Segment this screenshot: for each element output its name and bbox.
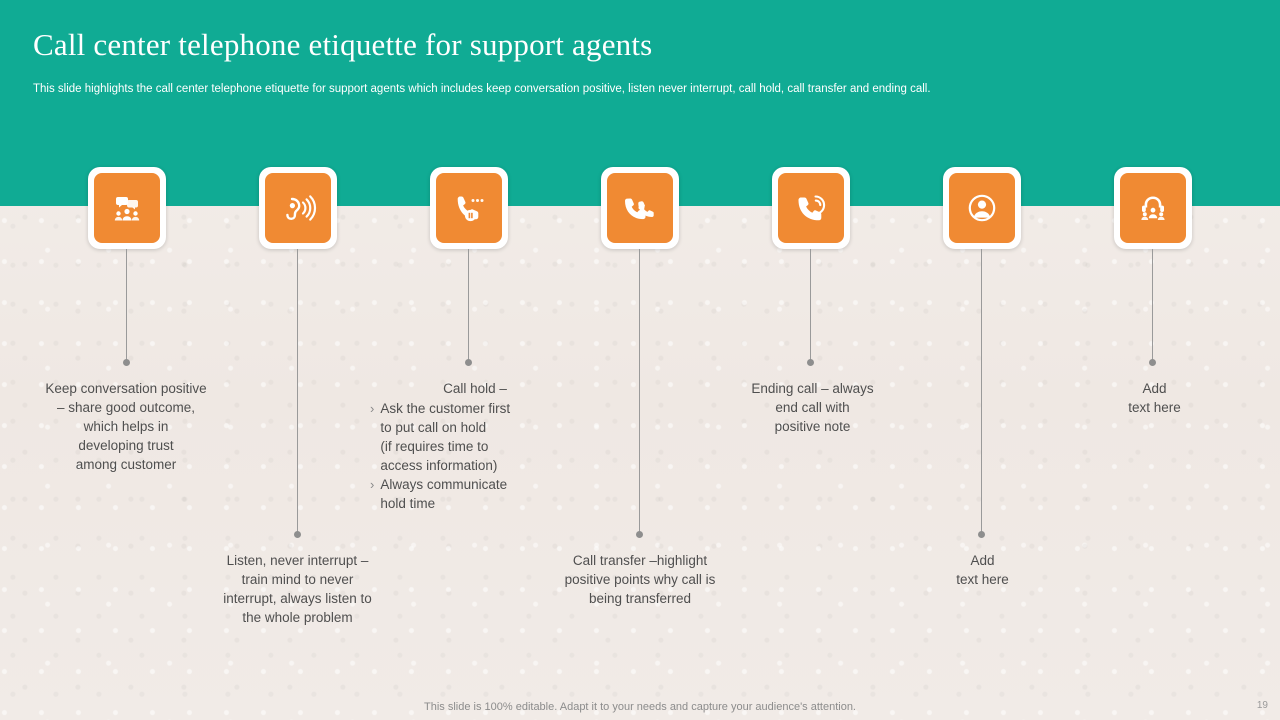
item-line: which helps in bbox=[83, 419, 169, 434]
item-line: hold time bbox=[380, 496, 436, 511]
icon-card-3[interactable] bbox=[430, 167, 508, 249]
item-text-5 bbox=[710, 379, 915, 436]
item-line: Ask the customer first bbox=[380, 401, 511, 416]
bullet-item bbox=[370, 399, 580, 475]
page-number: 19 bbox=[1256, 700, 1268, 711]
item-line: – share good outcome, bbox=[56, 400, 196, 415]
item-line: text here bbox=[1128, 400, 1181, 415]
bullet-item bbox=[370, 475, 580, 513]
item-line: train mind to never bbox=[241, 572, 354, 587]
connector-line-2 bbox=[297, 249, 298, 534]
icon-card-5[interactable] bbox=[772, 167, 850, 249]
user-profile-icon bbox=[949, 173, 1015, 243]
connector-line-6 bbox=[981, 249, 982, 534]
connector-line-3 bbox=[468, 249, 469, 362]
item-line: Ending call – always bbox=[751, 381, 874, 396]
item-line: being transferred bbox=[588, 591, 692, 606]
item-line: end call with bbox=[775, 400, 850, 415]
connector-line-7 bbox=[1152, 249, 1153, 362]
connector-line-1 bbox=[126, 249, 127, 362]
item-line: positive points why call is bbox=[564, 572, 716, 587]
footer-note: This slide is 100% editable. Adapt it to your needs and capture your audience's attention. bbox=[424, 701, 856, 713]
item-text-2 bbox=[195, 551, 400, 627]
item-line: interrupt, always listen to bbox=[223, 591, 372, 606]
bullet-text bbox=[380, 399, 510, 475]
item-line: positive note bbox=[774, 419, 851, 434]
icon-card-4[interactable] bbox=[601, 167, 679, 249]
item-text-4 bbox=[535, 551, 745, 608]
bullet-marker-icon: › bbox=[370, 477, 375, 492]
item-line: Listen, never interrupt – bbox=[226, 553, 369, 568]
ending-call-icon bbox=[778, 173, 844, 243]
bullet-marker-icon: › bbox=[370, 401, 375, 416]
call-transfer-icon bbox=[607, 173, 673, 243]
connector-dot-4 bbox=[636, 531, 643, 538]
connector-line-5 bbox=[810, 249, 811, 362]
item-line: Call hold – bbox=[443, 381, 507, 396]
item-line: developing trust bbox=[78, 438, 174, 453]
call-hold-icon bbox=[436, 173, 502, 243]
item-line: Add bbox=[1142, 381, 1167, 396]
item-line: among customer bbox=[75, 457, 177, 472]
bullet-text bbox=[380, 475, 507, 513]
team-conversation-icon bbox=[94, 173, 160, 243]
page-subtitle: This slide highlights the call center telephone etiquette for support agents which includes keep conversation positive, listen never interrupt, call hold, call transfer and ending call. bbox=[33, 83, 931, 95]
item-text-1 bbox=[16, 379, 236, 474]
item-line: Add bbox=[970, 553, 995, 568]
item-line: Call transfer –highlight bbox=[572, 553, 708, 568]
page-title: Call center telephone etiquette for support agents bbox=[33, 27, 653, 62]
item-text-6 bbox=[885, 551, 1080, 589]
listening-ear-icon bbox=[265, 173, 331, 243]
item-text-3 bbox=[370, 379, 580, 513]
connector-dot-5 bbox=[807, 359, 814, 366]
icon-card-7[interactable] bbox=[1114, 167, 1192, 249]
connector-dot-6 bbox=[978, 531, 985, 538]
item-line: text here bbox=[956, 572, 1009, 587]
item-line: (if requires time to bbox=[380, 439, 489, 454]
icon-card-6[interactable] bbox=[943, 167, 1021, 249]
connector-dot-1 bbox=[123, 359, 130, 366]
item-line: the whole problem bbox=[242, 610, 353, 625]
item-text-7 bbox=[1057, 379, 1252, 417]
icon-card-2[interactable] bbox=[259, 167, 337, 249]
connector-line-4 bbox=[639, 249, 640, 534]
connector-dot-2 bbox=[294, 531, 301, 538]
item-line: Keep conversation positive bbox=[45, 381, 207, 396]
headset-support-icon bbox=[1120, 173, 1186, 243]
connector-dot-3 bbox=[465, 359, 472, 366]
item-line: Always communicate bbox=[380, 477, 508, 492]
icon-card-1[interactable] bbox=[88, 167, 166, 249]
item-line: to put call on hold bbox=[380, 420, 487, 435]
item-line: access information) bbox=[380, 458, 498, 473]
connector-dot-7 bbox=[1149, 359, 1156, 366]
